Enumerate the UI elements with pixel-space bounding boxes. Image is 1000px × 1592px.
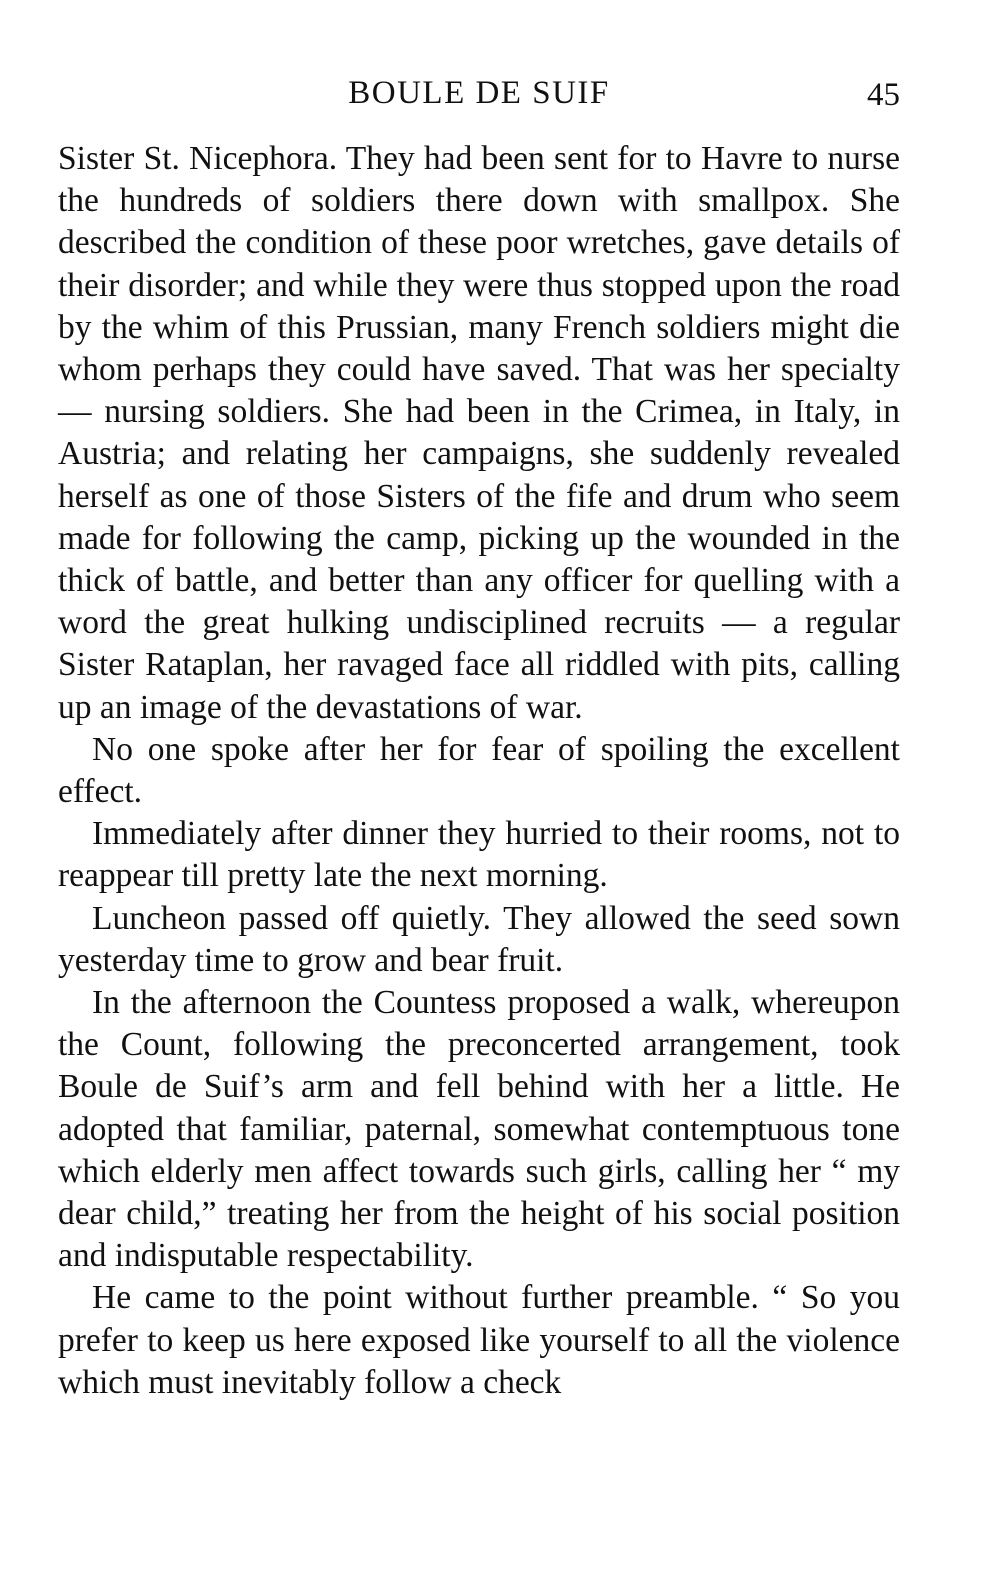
paragraph: No one spoke after her for fear of spoiling the excellent effect. bbox=[58, 730, 900, 811]
running-title: BOULE DE SUIF bbox=[348, 75, 610, 111]
page-number: 45 bbox=[867, 77, 900, 113]
book-page bbox=[58, 0, 900, 1592]
paragraph: He came to the point without further preamble. “ So you prefer to keep us here exposed like yourself to all the violence which must inevitably follow a check bbox=[58, 1279, 900, 1401]
paragraph-continued: Sister St. Nicephora. They had been sent for to Havre to nurse the hundreds of soldiers there down with smallpox. She described the condition of these poor wretches, gave details of their disorder; and while they were thus stopped upon the road by the whim of this Prussian, many French soldiers might die whom perhaps they could have saved. That was her specialty — nursing soldiers. She had been in the Crimea, in Italy, in Austria; and relating her campaigns, she suddenly revealed herself as one of those Sisters of the fife and drum who seem made for following the camp, picking up the wounded in the thick of battle, and better than any officer for quelling with a word the great hulking undisciplined recruits — a regular Sister Rataplan, her ravaged face all riddled with pits, calling up an image of the devastations of war. bbox=[58, 140, 900, 726]
paragraph: Immediately after dinner they hurried to their rooms, not to reappear till pretty late the next morning. bbox=[58, 815, 900, 895]
paragraph: Luncheon passed off quietly. They allowed the seed sown yesterday time to grow and bear fruit. bbox=[58, 899, 900, 979]
paragraph: In the afternoon the Countess proposed a walk, whereupon the Count, following the preconcerted arrangement, took Boule de Suif’s arm and fell behind with her a little. He adopted that familiar, paternal, somewhat contemptuous tone which elderly men affect towards such girls, calling her “ my dear child,” treating her from the height of his social position and indisputable respectability. bbox=[58, 984, 900, 1275]
body-text bbox=[58, 138, 900, 1404]
running-head bbox=[58, 70, 900, 116]
